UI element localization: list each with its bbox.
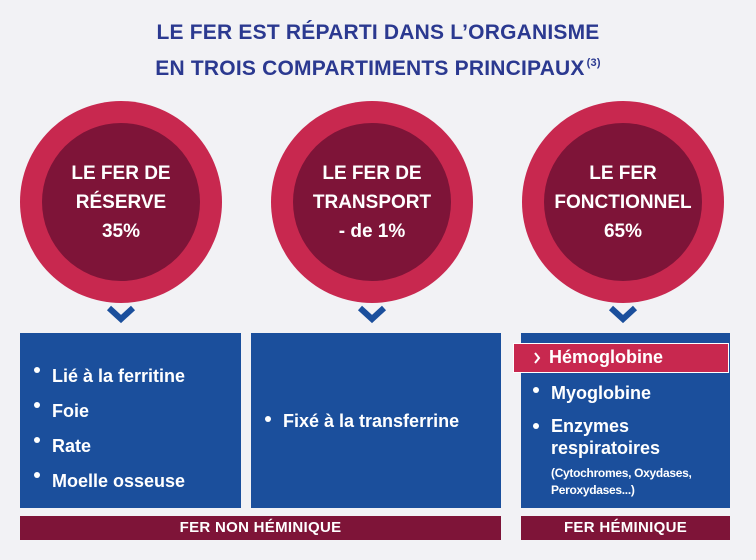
enzymes-note-line2: Peroxydases...) [551,483,635,497]
title-line-1: LE FER EST RÉPARTI DANS L’ORGANISME [156,21,600,44]
chevron-right-icon [533,352,541,364]
title-line-2 [0,48,756,84]
list-item: Lié à la ferritine [30,359,185,394]
circle-reserve-line2: RÉSERVE [75,191,167,213]
bar-fer-non-heminique: FER NON HÉMINIQUE [20,516,501,540]
title-reference: (3) [586,57,601,69]
circle-transport-line1: LE FER DE [322,162,422,184]
chevron-down-icon [608,303,638,325]
circle-reserve-inner [42,123,200,281]
circle-fonctionnel-line1: LE FER [589,162,657,184]
circle-transport-line2: TRANSPORT [312,191,432,213]
circle-fonctionnel-line2: FONCTIONNEL [554,191,692,213]
chevron-down-icon [357,303,387,325]
list-item: Myoglobine [529,379,727,407]
list-item: Foie [30,394,185,429]
list-transport [261,408,459,434]
list-item: Enzymes respiratoires [529,415,727,459]
list-fonctionnel [529,379,727,459]
chevron-down-icon [106,303,136,325]
box-reserve [20,333,241,508]
circle-reserve-value: 35% [101,220,141,242]
box-transport [251,333,501,508]
list-item: Fixé à la transferrine [261,408,459,434]
highlight-item: Hémoglobine [549,347,664,367]
circle-transport-inner [293,123,451,281]
circle-fonctionnel [522,101,724,303]
box-fonctionnel [521,333,730,508]
circle-transport [271,101,473,303]
list-item: Moelle osseuse [30,464,185,499]
list-reserve [30,359,185,499]
enzymes-note-line1: (Cytochromes, Oxydases, [551,466,692,480]
circle-reserve [20,101,222,303]
circle-transport-value: - de 1% [338,220,406,242]
title-line-2-text: EN TROIS COMPARTIMENTS PRINCIPAUX [155,57,585,80]
circle-reserve-line1: LE FER DE [71,162,171,184]
enzymes-note [551,465,692,499]
circle-fonctionnel-value: 65% [603,220,643,242]
bar-fer-heminique: FER HÉMINIQUE [521,516,730,540]
circle-fonctionnel-inner [544,123,702,281]
diagram-title [0,18,756,84]
list-item: Rate [30,429,185,464]
